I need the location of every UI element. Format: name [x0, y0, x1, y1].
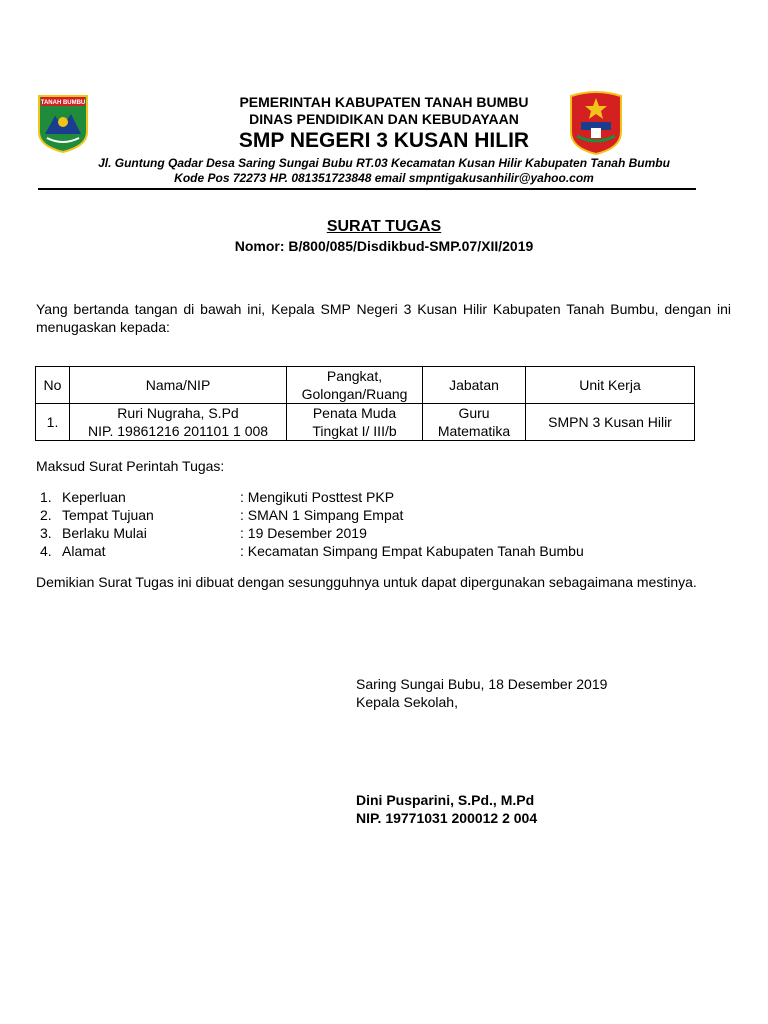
header-unit-kerja: Unit Kerja — [526, 367, 695, 404]
header-divider — [38, 188, 696, 190]
list-item-label: Keperluan — [62, 489, 126, 505]
header-pangkat-line1: Pangkat, — [326, 368, 383, 384]
list-item-label: Alamat — [62, 543, 106, 559]
cell-nip: NIP. 19861216 201101 1 008 — [87, 423, 269, 439]
opening-paragraph: Yang bertanda tangan di bawah ini, Kepala SMP Negeri 3 Kusan Hilir Kabupaten Tanah Bumbu, dengan ini menugaskan kepada: — [36, 301, 731, 335]
signature-name: Dini Pusparini, S.Pd., M.Pd — [356, 792, 535, 808]
list-item-value: : SMAN 1 Simpang Empat — [240, 507, 404, 523]
header-contact: Kode Pos 72273 HP. 081351723848 email smpntigakusanhilir@yahoo.com — [174, 171, 594, 185]
header-school-name: SMP NEGERI 3 KUSAN HILIR — [238, 129, 530, 152]
cell-jabatan-line1: Guru — [458, 405, 490, 421]
cell-pangkat — [287, 404, 423, 441]
closing-paragraph: Demikian Surat Tugas ini dibuat dengan sesungguhnya untuk dapat dipergunakan sebagaimana mestinya. — [36, 574, 697, 590]
header-address: Jl. Guntung Qadar Desa Saring Sungai Bubu RT.03 Kecamatan Kusan Hilir Kabupaten Tanah Bumbu — [98, 156, 670, 170]
emblem-left-label: TANAH BUMBU — [40, 100, 86, 106]
signature-place-date: Saring Sungai Bubu, 18 Desember 2019 — [356, 676, 608, 692]
list-item-number: 3. — [40, 525, 52, 541]
cell-unit-kerja: SMPN 3 Kusan Hilir — [526, 404, 695, 441]
signature-nip: NIP. 19771031 200012 2 004 — [356, 810, 538, 826]
header-pangkat-line2: Golongan/Ruang — [301, 386, 408, 402]
header-pangkat — [287, 367, 423, 404]
list-item-number: 1. — [40, 489, 52, 505]
header-government: PEMERINTAH KABUPATEN TANAH BUMBU — [239, 94, 529, 110]
list-item-value: : Kecamatan Simpang Empat Kabupaten Tanah Bumbu — [240, 543, 584, 559]
header-jabatan: Jabatan — [423, 367, 526, 404]
cell-name: Ruri Nugraha, S.Pd — [117, 405, 239, 421]
cell-pangkat-line2: Tingkat I/ III/b — [312, 423, 397, 439]
table-row — [36, 404, 695, 441]
cell-pangkat-line1: Penata Muda — [312, 405, 397, 421]
signature-position: Kepala Sekolah, — [356, 694, 458, 710]
list-item-number: 2. — [40, 507, 52, 523]
list-item-label: Berlaku Mulai — [62, 525, 147, 541]
header-department: DINAS PENDIDIKAN DAN KEBUDAYAAN — [249, 111, 519, 127]
table-header-row — [36, 367, 695, 404]
list-item-number: 4. — [40, 543, 52, 559]
list-item-label: Tempat Tujuan — [62, 507, 154, 523]
cell-name-nip — [70, 404, 287, 441]
header-name-nip: Nama/NIP — [70, 367, 287, 404]
cell-no: 1. — [36, 404, 70, 441]
cell-jabatan-line2: Matematika — [437, 423, 511, 439]
purpose-heading: Maksud Surat Perintah Tugas: — [36, 458, 225, 474]
list-item-value: : 19 Desember 2019 — [240, 525, 367, 541]
header-no: No — [36, 367, 70, 404]
letter-number: Nomor: B/800/085/Disdikbud-SMP.07/XII/2019 — [234, 238, 534, 254]
assignment-table — [35, 366, 695, 441]
cell-jabatan — [423, 404, 526, 441]
letter-title: SURAT TUGAS — [326, 218, 442, 235]
list-item-value: : Mengikuti Posttest PKP — [240, 489, 395, 505]
